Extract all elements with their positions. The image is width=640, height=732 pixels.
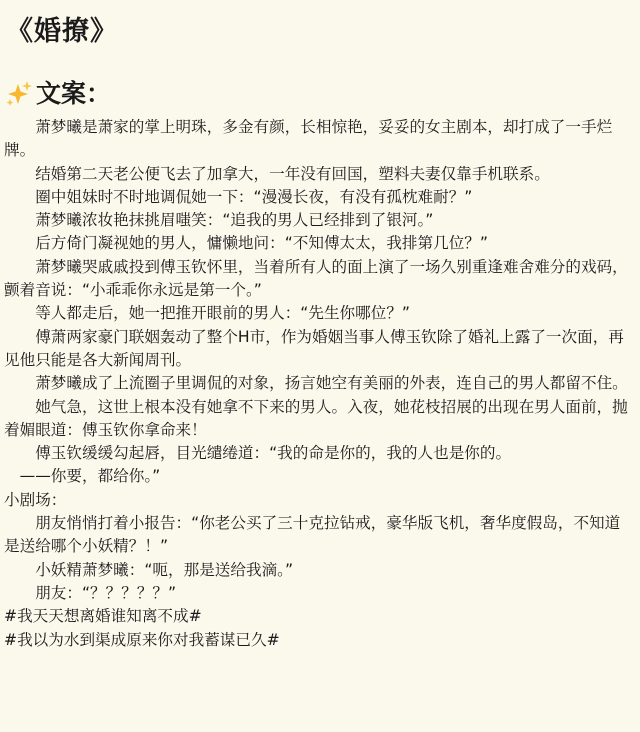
paragraph: ——你要，都给你。”	[19, 467, 161, 486]
paragraph: 她气急，这世上根本没有她拿不下来的男人。入夜，她花枝招展的出现在男人面前，抛着媚眼道：傅玉钦你拿命来！	[4, 397, 628, 439]
paragraph: 朋友悄悄打着小报告：“你老公买了三十克拉钻戒，豪华版飞机，奢华度假岛，不知道是送给哪个小妖精？！”	[4, 514, 621, 556]
hashtag: #我天天想离婚谁知离不成#	[4, 607, 202, 626]
synopsis-body	[4, 116, 634, 652]
sparkles-icon	[4, 79, 34, 109]
subheading-mini-scene: 小剧场：	[4, 490, 67, 509]
paragraph: 傅玉钦缓缓勾起唇，目光缱绻道：“我的命是你的，我的人也是你的。	[35, 444, 512, 463]
book-title: 《婚撩》	[6, 16, 118, 47]
paragraph: 小妖精萧梦曦：“呃，那是送给我滴。”	[35, 560, 294, 579]
paragraph: 萧梦曦浓妆艳抹挑眉嗤笑：“追我的男人已经排到了银河。”	[35, 211, 434, 230]
paragraph: 后方倚门凝视她的男人，慵懒地问：“不知傅太太，我排第几位？”	[35, 234, 488, 253]
paragraph: 傅萧两家豪门联姻轰动了整个H市，作为婚姻当事人傅玉钦除了婚礼上露了一次面，再见他只能是各大新闻周刊。	[4, 327, 624, 369]
paragraph: 等人都走后，她一把推开眼前的男人：“先生你哪位？”	[35, 304, 411, 323]
paragraph: 结婚第二天老公便飞去了加拿大，一年没有回国，塑料夫妻仅靠手机联系。	[35, 164, 550, 183]
paragraph: 萧梦曦是萧家的掌上明珠，多金有颜，长相惊艳，妥妥的女主剧本，却打成了一手烂牌。	[4, 118, 613, 160]
hashtag: #我以为水到渠成原来你对我蓄谋已久#	[4, 630, 280, 649]
section-heading-label: 文案：	[36, 79, 112, 108]
paragraph: 朋友：“？？？？？”	[35, 583, 177, 602]
paragraph: 萧梦曦成了上流圈子里调侃的对象，扬言她空有美丽的外表，连自己的男人都留不住。	[35, 374, 628, 393]
section-heading	[4, 78, 634, 110]
paragraph: 圈中姐妹时不时地调侃她一下：“漫漫长夜，有没有孤枕难耐？”	[35, 187, 473, 206]
paragraph: 萧梦曦哭戚戚投到傅玉钦怀里，当着所有人的面上演了一场久别重逢难舍难分的戏码，颤着音说：“小乖乖你永远是第一个。”	[4, 257, 628, 300]
